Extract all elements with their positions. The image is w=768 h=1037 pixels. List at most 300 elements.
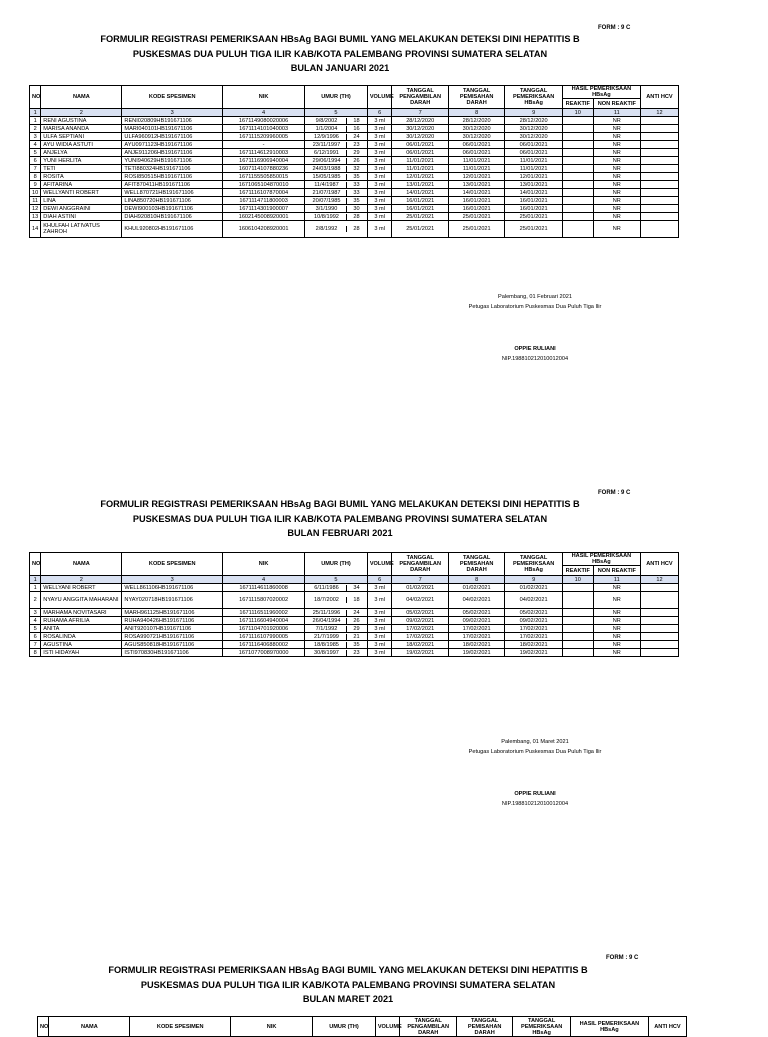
header-tgl-pisah: TANGGAL PEMISAHAN DARAH [448,553,504,576]
form-month: BULAN JANUARI 2021 [290,63,390,73]
cell-tgl-ambil: 16/01/2021 [392,197,448,205]
col-number: 9 [505,109,563,117]
cell-volume: 3 ml [367,625,392,633]
cell-tgl-periksa: 05/02/2021 [505,609,563,617]
table-row [30,625,679,633]
table-row [30,117,679,125]
cell-umur-date [305,173,368,181]
cell-no: 6 [30,157,41,165]
cell-no: 8 [30,173,41,181]
cell-tgl-pisah: 12/01/2021 [448,173,504,181]
cell-umur-date-text: 29/06/1994 [306,158,347,164]
cell-non-reaktif: NR [593,625,640,633]
cell-umur-date-text: 11/4/1987 [306,182,347,188]
cell-umur-date [305,165,368,173]
table-row [30,149,679,157]
cell-tgl-ambil: 28/12/2020 [392,117,448,125]
cell-no: 11 [30,197,41,205]
cell-umur-text: 30 [353,205,360,212]
cell-non-reaktif: NR [593,609,640,617]
form-title-line1: FORMULIR REGISTRASI PEMERIKSAAN HBsAg BAGI BUMIL YANG MELAKUKAN DETEKSI DINI HEPATITIS B [100,34,580,44]
cell-kode: ANIT920107HB191671106 [122,625,223,633]
header-anti-hcv: ANTI HCV [648,1017,686,1037]
header-umur: UMUR (TH) [305,86,368,109]
cell-tgl-periksa: 30/12/2020 [505,133,563,141]
cell-nama: RUHAMA AFRILIA [41,617,122,625]
cell-nama: RENI AGUSTINA [41,117,122,125]
table-row [30,189,679,197]
cell-tgl-ambil: 16/01/2021 [392,205,448,213]
form-title-line1: FORMULIR REGISTRASI PEMERIKSAAN HBsAg BAGI BUMIL YANG MELAKUKAN DETEKSI DINI HEPATITIS B [100,499,580,509]
table-row [30,197,679,205]
col-number: 2 [41,109,122,117]
cell-umur-date [305,633,368,641]
cell-tgl-ambil: 12/01/2021 [392,173,448,181]
cell-non-reaktif: NR [593,213,640,221]
cell-umur-date [305,641,368,649]
cell-tgl-pisah: 06/01/2021 [448,149,504,157]
col-number: 11 [593,109,640,117]
cell-volume: 3 ml [367,205,392,213]
col-number: 12 [640,576,678,584]
cell-kode: ISTI970830HB191671106 [122,649,223,657]
cell-reaktif [562,117,593,125]
cell-tgl-pisah: 16/01/2021 [448,205,504,213]
cell-volume: 3 ml [367,133,392,141]
cell-tgl-pisah: 11/01/2021 [448,165,504,173]
cell-no: 1 [30,117,41,125]
cell-non-reaktif: NR [593,584,640,592]
cell-tgl-ambil: 17/02/2021 [392,625,448,633]
cell-kode: WELL870721HB191671106 [122,189,223,197]
col-number: 9 [505,576,563,584]
cell-umur-text: 33 [353,189,360,196]
cell-umur-date-text: 2/8/1992 [306,226,347,232]
header-kode: KODE SPESIMEN [122,86,223,109]
header-hasil: HASIL PEMERIKSAAN HBsAg [562,553,640,566]
cell-umur-text: 35 [353,173,360,180]
cell-umur-text: 23 [353,649,360,656]
cell-tgl-pisah: 19/02/2021 [448,649,504,657]
cell-nik: 1671077008970000 [223,649,305,657]
cell-no: 1 [30,584,41,592]
cell-anti-hcv [640,641,678,649]
table-row [30,157,679,165]
cell-umur-date [305,141,368,149]
col-number: 10 [562,109,593,117]
col-number: 1 [30,109,41,117]
cell-no: 2 [30,125,41,133]
cell-nama: ULFA SEPTIANI [41,133,122,141]
cell-non-reaktif: NR [593,189,640,197]
cell-kode: KHUL920802HB191671106 [122,221,223,238]
header-tgl-periksa: TANGGAL PEMERIKSAAN HBsAg [505,86,563,109]
cell-umur-date [305,213,368,221]
cell-tgl-pisah: 25/01/2021 [448,221,504,238]
cell-reaktif [562,213,593,221]
cell-umur-date-text: 21/7/1999 [306,634,347,640]
cell-tgl-periksa: 06/01/2021 [505,141,563,149]
cell-umur-text: 33 [353,181,360,188]
table-row [30,584,679,592]
cell-kode: ROSI850515HB191671106 [122,173,223,181]
cell-nik: 1671114611860008 [223,584,305,592]
cell-nik: 1671116107990005 [223,633,305,641]
table-body [30,584,679,657]
cell-umur-text: 29 [353,625,360,632]
cell-nik: 1671114101040003 [223,125,305,133]
cell-anti-hcv [640,117,678,125]
cell-reaktif [562,165,593,173]
cell-nama: ROSITA [41,173,122,181]
col-number: 6 [367,576,392,584]
cell-reaktif [562,157,593,165]
cell-nik: 1606104208920001 [223,221,305,238]
cell-tgl-periksa: 28/12/2020 [505,117,563,125]
header-nama: NAMA [49,1017,130,1037]
cell-tgl-pisah: 30/12/2020 [448,133,504,141]
col-number: 6 [367,109,392,117]
cell-nama: MARHAMA NOVITASARI [41,609,122,617]
cell-tgl-pisah: 13/01/2021 [448,181,504,189]
cell-nik: 1671116604940004 [223,617,305,625]
cell-umur-date [305,584,368,592]
header-non-reaktif: NON REAKTIF [593,99,640,109]
cell-no: 7 [30,165,41,173]
col-number: 3 [122,109,223,117]
cell-umur-text: 16 [353,125,360,132]
cell-volume: 3 ml [367,197,392,205]
cell-reaktif [562,617,593,625]
form-month: BULAN FEBRUARI 2021 [287,528,393,538]
cell-non-reaktif: NR [593,149,640,157]
col-number: 10 [562,576,593,584]
header-tgl-ambil: TANGGAL PENGAMBILAN DARAH [392,86,448,109]
cell-umur-text: 26 [353,617,360,624]
cell-umur-date-text: 1/1/2004 [306,126,347,132]
cell-anti-hcv [640,633,678,641]
col-number: 8 [448,576,504,584]
cell-non-reaktif: NR [593,173,640,181]
cell-umur-text: 24 [353,609,360,616]
cell-umur-text: 32 [353,165,360,172]
cell-reaktif [562,609,593,617]
col-number: 4 [223,576,305,584]
cell-no: 7 [30,641,41,649]
cell-nama: ISTI HIDAYAH [41,649,122,657]
cell-volume: 3 ml [367,181,392,189]
cell-umur-date [305,189,368,197]
cell-tgl-pisah: 14/01/2021 [448,189,504,197]
cell-nama: AGUSTINA [41,641,122,649]
cell-nama: MARISA ANANDA [41,125,122,133]
cell-tgl-ambil: 14/01/2021 [392,189,448,197]
cell-nama: TETI [41,165,122,173]
cell-umur-date-text: 7/1/1992 [306,626,347,632]
col-number: 12 [640,109,678,117]
cell-nik: 1602145008920001 [223,213,305,221]
cell-umur-date [305,117,368,125]
cell-umur-text: 29 [353,149,360,156]
cell-umur-date [305,133,368,141]
cell-nama: KHULFAH LATIVATUS ZAHROH [41,221,122,238]
cell-kode: ANJE911206HB191671106 [122,149,223,157]
cell-anti-hcv [640,625,678,633]
cell-umur-date-text: 18/7/2002 [306,597,347,603]
form-title-line2: PUSKESMAS DUA PULUH TIGA ILIR KAB/KOTA PALEMBANG PROVINSI SUMATERA SELATAN [132,514,548,524]
cell-tgl-periksa: 13/01/2021 [505,181,563,189]
cell-anti-hcv [640,592,678,609]
cell-umur-date-text: 21/07/1987 [306,190,347,196]
sign-date: Palembang, 01 Maret 2021 [501,739,569,745]
cell-umur-date-text: 18/8/1985 [306,642,347,648]
form-month: BULAN MARET 2021 [302,994,394,1004]
officer-title: Petugas Laboratorium Puskesmas Dua Puluh Tiga Ilir [468,749,602,755]
cell-reaktif [562,625,593,633]
table-row [30,633,679,641]
cell-volume: 3 ml [367,649,392,657]
header-hasil: HASIL PEMERIKSAAN HBsAg [562,86,640,99]
col-number: 5 [305,576,368,584]
cell-tgl-pisah: 17/02/2021 [448,625,504,633]
cell-umur-date-text: 23/11/1997 [306,142,347,148]
cell-tgl-periksa: 12/01/2021 [505,173,563,181]
cell-umur-date [305,592,368,609]
cell-no: 9 [30,181,41,189]
cell-tgl-ambil: 25/01/2021 [392,213,448,221]
cell-non-reaktif: NR [593,633,640,641]
cell-tgl-pisah: 18/02/2021 [448,641,504,649]
form-title-line1: FORMULIR REGISTRASI PEMERIKSAAN HBsAg BAGI BUMIL YANG MELAKUKAN DETEKSI DINI HEPATITIS B [108,965,588,975]
cell-tgl-pisah: 25/01/2021 [448,213,504,221]
header-hasil: HASIL PEMERIKSAAN HBsAg [570,1017,648,1037]
cell-nik: 1671114711800003 [223,197,305,205]
cell-volume: 3 ml [367,173,392,181]
cell-kode: DIAH920810HB191671106 [122,213,223,221]
table-row [30,173,679,181]
cell-volume: 3 ml [367,584,392,592]
header-volume: VOLUME [375,1017,400,1037]
col-number: 1 [30,576,41,584]
table-row [30,592,679,609]
header-anti-hcv: ANTI HCV [640,86,678,109]
cell-nama: WELLYANTI ROBERT [41,189,122,197]
cell-non-reaktif: NR [593,141,640,149]
cell-reaktif [562,141,593,149]
header-tgl-periksa: TANGGAL PEMERIKSAAN HBsAg [505,553,563,576]
cell-umur-date-text: 3/1/1990 [306,206,347,212]
cell-tgl-periksa: 25/01/2021 [505,213,563,221]
cell-volume: 3 ml [367,617,392,625]
cell-umur-date [305,157,368,165]
table-row [30,641,679,649]
cell-reaktif [562,649,593,657]
cell-anti-hcv [640,189,678,197]
cell-nama: DIAH ASTINI [41,213,122,221]
cell-non-reaktif: NR [593,133,640,141]
cell-kode: RUHA940426HB191671106 [122,617,223,625]
cell-tgl-periksa: 14/01/2021 [505,189,563,197]
cell-tgl-periksa: 09/02/2021 [505,617,563,625]
cell-tgl-ambil: 06/01/2021 [392,141,448,149]
cell-no: 4 [30,617,41,625]
cell-volume: 3 ml [367,609,392,617]
cell-anti-hcv [640,617,678,625]
col-number: 8 [448,109,504,117]
cell-tgl-ambil: 05/02/2021 [392,609,448,617]
cell-tgl-ambil: 11/01/2021 [392,165,448,173]
cell-reaktif [562,641,593,649]
cell-umur-date-text: 10/8/1992 [306,214,347,220]
cell-tgl-periksa: 19/02/2021 [505,649,563,657]
cell-tgl-pisah: 28/12/2020 [448,117,504,125]
cell-kode: LINA850720HB191671106 [122,197,223,205]
cell-umur-date-text: 24/03/1988 [306,166,347,172]
registration-table [29,85,679,238]
table-row [30,165,679,173]
cell-tgl-pisah: 06/01/2021 [448,141,504,149]
col-number: 7 [392,576,448,584]
col-number: 5 [305,109,368,117]
header-nik: NIK [231,1017,313,1037]
cell-non-reaktif: NR [593,181,640,189]
cell-reaktif [562,125,593,133]
cell-no: 10 [30,189,41,197]
cell-tgl-periksa: 30/12/2020 [505,125,563,133]
cell-volume: 3 ml [367,117,392,125]
form-code: FORM : 9 C [598,490,631,496]
cell-anti-hcv [640,221,678,238]
cell-nama: YUNI HERLITA [41,157,122,165]
cell-umur-date [305,649,368,657]
cell-tgl-periksa: 06/01/2021 [505,149,563,157]
header-volume: VOLUME [367,553,392,576]
cell-non-reaktif: NR [593,641,640,649]
cell-nik: 1671116107870004 [223,189,305,197]
header-anti-hcv: ANTI HCV [640,553,678,576]
cell-nama: AYU WIDIA ASTUTI [41,141,122,149]
cell-umur-date [305,197,368,205]
header-tgl-ambil: TANGGAL PENGAMBILAN DARAH [400,1017,456,1037]
header-nik: NIK [223,553,305,576]
cell-reaktif [562,173,593,181]
form-code: FORM : 9 C [598,25,631,31]
table-row [30,213,679,221]
cell-non-reaktif: NR [593,165,640,173]
cell-reaktif [562,221,593,238]
col-number: 7 [392,109,448,117]
cell-tgl-ambil: 09/02/2021 [392,617,448,625]
cell-anti-hcv [640,609,678,617]
cell-no: 3 [30,133,41,141]
cell-anti-hcv [640,149,678,157]
column-number-row [30,576,679,584]
cell-nik: 1671115209960005 [223,133,305,141]
column-number-row [30,109,679,117]
header-tgl-pisah: TANGGAL PEMISAHAN DARAH [448,86,504,109]
cell-tgl-ambil: 06/01/2021 [392,149,448,157]
form-title-line2: PUSKESMAS DUA PULUH TIGA ILIR KAB/KOTA PALEMBANG PROVINSI SUMATERA SELATAN [140,980,556,990]
cell-volume: 3 ml [367,125,392,133]
cell-reaktif [562,197,593,205]
cell-volume: 3 ml [367,141,392,149]
cell-nik: - [223,141,305,149]
cell-kode: NYAY020718HB191671106 [122,592,223,609]
cell-non-reaktif: NR [593,117,640,125]
cell-reaktif [562,592,593,609]
cell-volume: 3 ml [367,157,392,165]
cell-tgl-periksa: 17/02/2021 [505,633,563,641]
header-volume: VOLUME [367,86,392,109]
cell-kode: AFIT870411HB191671106 [122,181,223,189]
header-nama: NAMA [41,86,122,109]
cell-reaktif [562,633,593,641]
cell-tgl-pisah: 05/02/2021 [448,609,504,617]
cell-nik: 1671065104870010 [223,181,305,189]
col-number: 2 [41,576,122,584]
table-row [30,141,679,149]
registration-table [37,1016,687,1037]
cell-nama: NYAYU ANGGITA MAHARANI [41,592,122,609]
cell-umur-text: 21 [353,633,360,640]
cell-anti-hcv [640,205,678,213]
header-reaktif: REAKTIF [562,566,593,576]
header-reaktif: REAKTIF [562,99,593,109]
officer-name: OPPIE RULIANI [514,791,556,797]
signature-block [440,737,630,809]
cell-reaktif [562,189,593,197]
cell-tgl-periksa: 16/01/2021 [505,197,563,205]
cell-anti-hcv [640,173,678,181]
cell-tgl-pisah: 09/02/2021 [448,617,504,625]
cell-kode: YUNI940629HB191671106 [122,157,223,165]
header-nama: NAMA [41,553,122,576]
cell-no: 13 [30,213,41,221]
cell-tgl-pisah: 16/01/2021 [448,197,504,205]
cell-nama: ROSALINDA [41,633,122,641]
cell-volume: 3 ml [367,592,392,609]
header-no: NO [38,1017,49,1037]
cell-umur-text: 18 [353,117,360,124]
cell-non-reaktif: NR [593,197,640,205]
cell-umur-text: 23 [353,141,360,148]
table-row [30,649,679,657]
col-number: 3 [122,576,223,584]
form-code: FORM : 9 C [606,955,639,961]
cell-tgl-ambil: 11/01/2021 [392,157,448,165]
cell-umur-date [305,149,368,157]
cell-nik: 1607114107880236 [223,165,305,173]
cell-umur-text: 24 [353,133,360,140]
header-tgl-pisah: TANGGAL PEMISAHAN DARAH [456,1017,512,1037]
header-non-reaktif: NON REAKTIF [593,566,640,576]
cell-anti-hcv [640,165,678,173]
cell-tgl-pisah: 01/02/2021 [448,584,504,592]
cell-tgl-pisah: 04/02/2021 [448,592,504,609]
cell-tgl-ambil: 04/02/2021 [392,592,448,609]
officer-nip: NIP.198810212010012004 [501,801,569,807]
col-number: 11 [593,576,640,584]
cell-anti-hcv [640,133,678,141]
table-row [30,617,679,625]
cell-anti-hcv [640,197,678,205]
cell-anti-hcv [640,649,678,657]
cell-volume: 3 ml [367,189,392,197]
cell-reaktif [562,205,593,213]
cell-umur-text: 35 [353,197,360,204]
table-row [30,181,679,189]
cell-nik: 1671114612910003 [223,149,305,157]
